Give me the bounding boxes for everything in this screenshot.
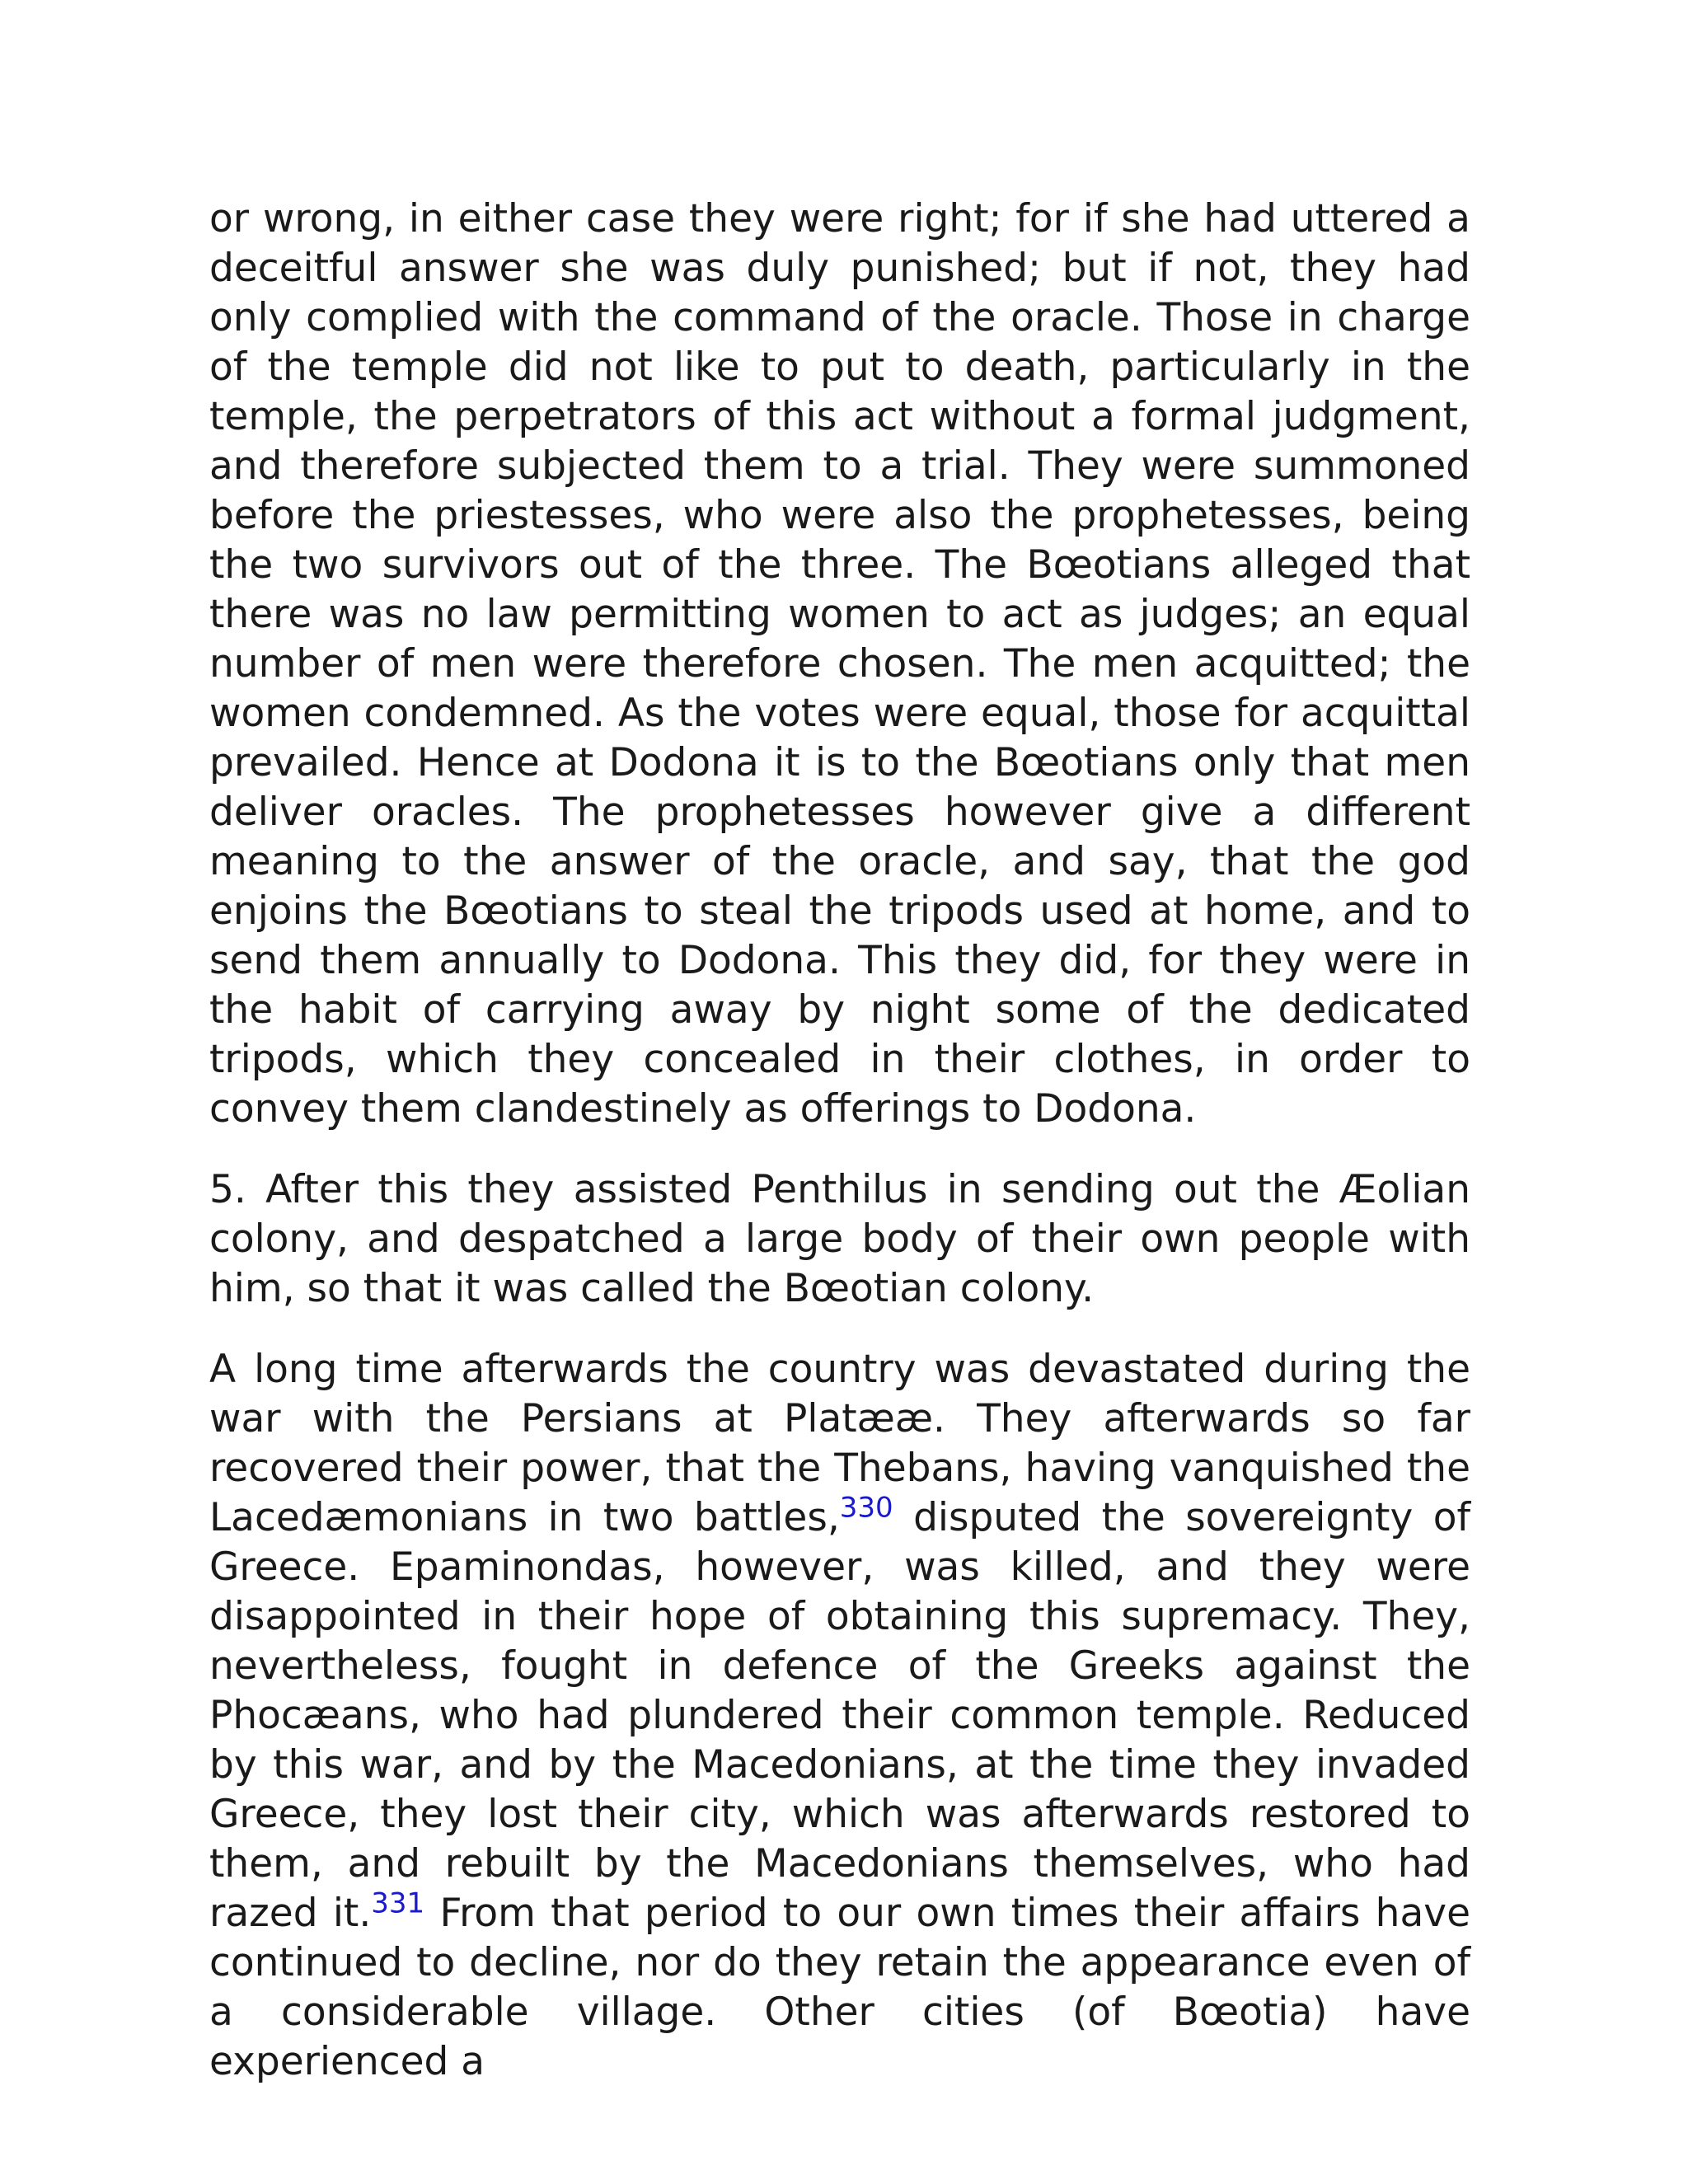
footnote-link-330[interactable]: 330 — [839, 1491, 893, 1525]
paragraph — [209, 1345, 1470, 2087]
paragraph — [209, 1165, 1470, 1314]
paragraph — [209, 194, 1470, 1134]
paragraph-text: or wrong, in either case they were right; for if she had uttered a deceitful answer she was duly punished; but if not, they had only complied with the command of the oracle. Those in charge of the temple did not like to put to death, particularly in the temple, the perpetrators of this act without a formal judgment, and therefore subjected them to a trial. They were summoned before the priestesses, who were also the prophetesses, being the two survivors out of the three. The Bœotians alleged that there was no law permitting women to act as judges; an equal number of men were therefore chosen. The men acquitted; the women condemned. As the votes were equal, those for acquittal prevailed. Hence at Dodona it is to the Bœotians only that men deliver oracles. The prophetesses however give a different meaning to the answer of the oracle, and say, that the god enjoins the Bœotians to steal the tripods used at home, and to send them annually to Dodona. This they did, for they were in the habit of carrying away by night some of the dedicated tripods, which they concealed in their clothes, in order to convey them clandestinely as offerings to Dodona. — [209, 196, 1470, 1132]
paragraph-text: A long time afterwards the country was devastated during the war with the Persians at Platææ. They afterwards so far recovered their power, that the Thebans, having vanquished the Lacedæmonians in two battles, — [209, 1347, 1470, 1540]
footnote-link-331[interactable]: 331 — [371, 1886, 425, 1920]
document-page — [209, 194, 1470, 2087]
paragraph-text: 5. After this they assisted Penthilus in sending out the Æolian colony, and despatched a large body of their own people with him, so that it was called the Bœotian colony. — [209, 1167, 1470, 1311]
paragraph-text: disputed the sovereignty of Greece. Epaminondas, however, was killed, and they were disappointed in their hope of obtaining this supremacy. They, nevertheless, fought in defence of the Greeks against the Phocæans, who had plundered their common temple. Reduced by this war, and by the Macedonians, at the time they invaded Greece, they lost their city, which was afterwards restored to them, and rebuilt by the Macedonians themselves, who had razed it. — [209, 1495, 1470, 1936]
paragraph-text: From that period to our own times their affairs have continued to decline, nor do they retain the appearance even of a considerable village. Other cities (of Bœotia) have experienced a — [209, 1891, 1470, 2084]
